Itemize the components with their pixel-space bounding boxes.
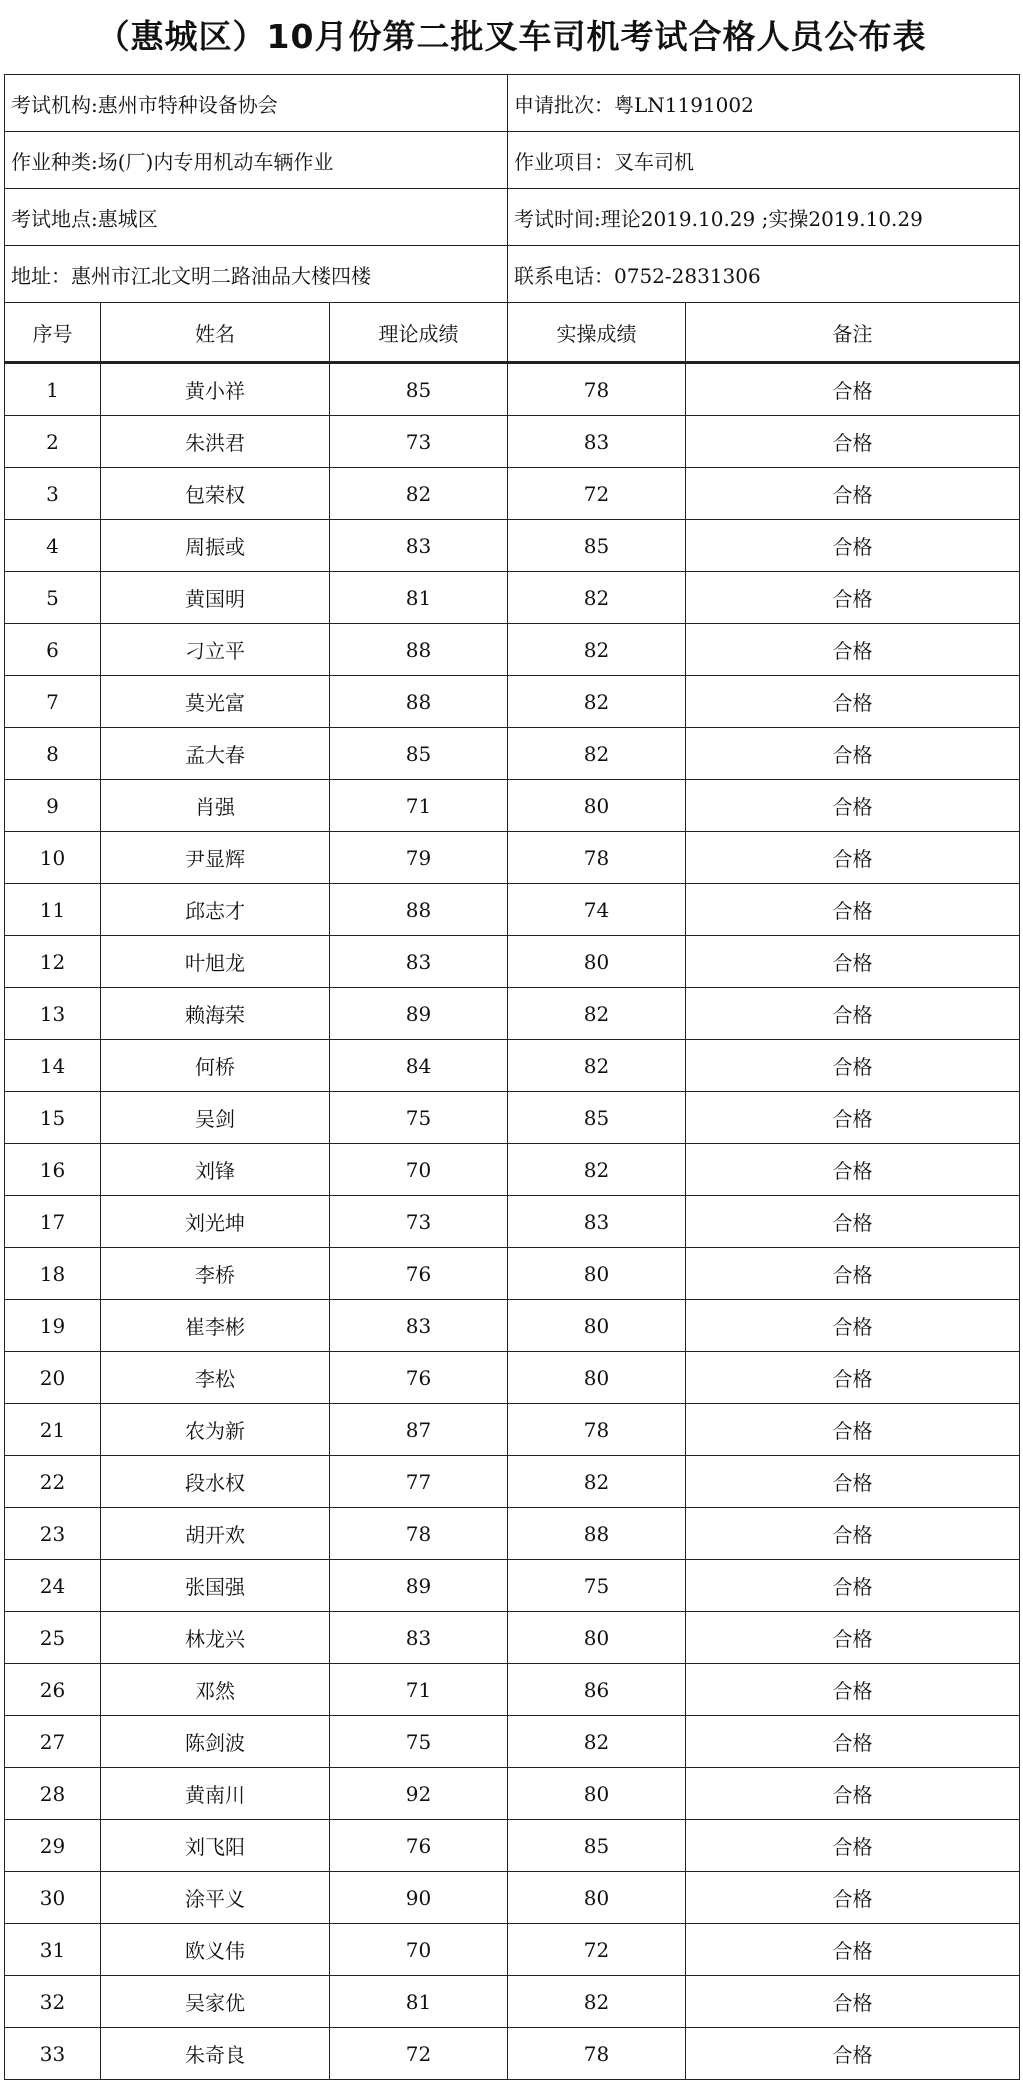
cell-theory-score: 89 xyxy=(330,1560,508,1612)
cell-theory-score: 79 xyxy=(330,832,508,884)
cell-name: 刘飞阳 xyxy=(101,1820,330,1872)
cell-name: 段水权 xyxy=(101,1456,330,1508)
cell-name: 黄小祥 xyxy=(101,363,330,416)
cell-name: 刘锋 xyxy=(101,1144,330,1196)
cell-remark: 合格 xyxy=(686,1352,1020,1404)
cell-theory-score: 78 xyxy=(330,1508,508,1560)
table-row xyxy=(5,520,1020,572)
batch-number: 申请批次：粤LN1191002 xyxy=(508,75,1020,132)
cell-index: 5 xyxy=(5,572,101,624)
cell-name: 刁立平 xyxy=(101,624,330,676)
exam-time: 考试时间:理论2019.10.29 ;实操2019.10.29 xyxy=(508,189,1020,246)
cell-theory-score: 77 xyxy=(330,1456,508,1508)
cell-name: 周振或 xyxy=(101,520,330,572)
cell-remark: 合格 xyxy=(686,884,1020,936)
cell-name: 李松 xyxy=(101,1352,330,1404)
cell-name: 肖强 xyxy=(101,780,330,832)
cell-theory-score: 90 xyxy=(330,1872,508,1924)
cell-practical-score: 72 xyxy=(508,1924,686,1976)
table-row xyxy=(5,363,1020,416)
cell-remark: 合格 xyxy=(686,832,1020,884)
cell-remark: 合格 xyxy=(686,1872,1020,1924)
cell-name: 尹显辉 xyxy=(101,832,330,884)
cell-index: 14 xyxy=(5,1040,101,1092)
cell-name: 朱洪君 xyxy=(101,416,330,468)
cell-remark: 合格 xyxy=(686,1716,1020,1768)
cell-remark: 合格 xyxy=(686,1404,1020,1456)
table-row xyxy=(5,1300,1020,1352)
cell-index: 22 xyxy=(5,1456,101,1508)
table-row xyxy=(5,1924,1020,1976)
table-row xyxy=(5,1716,1020,1768)
cell-name: 陈剑波 xyxy=(101,1716,330,1768)
cell-remark: 合格 xyxy=(686,728,1020,780)
cell-practical-score: 82 xyxy=(508,1040,686,1092)
cell-theory-score: 76 xyxy=(330,1352,508,1404)
cell-index: 26 xyxy=(5,1664,101,1716)
cell-practical-score: 82 xyxy=(508,728,686,780)
cell-index: 23 xyxy=(5,1508,101,1560)
cell-practical-score: 83 xyxy=(508,416,686,468)
cell-theory-score: 89 xyxy=(330,988,508,1040)
cell-theory-score: 71 xyxy=(330,780,508,832)
cell-theory-score: 82 xyxy=(330,468,508,520)
exam-place: 考试地点:惠城区 xyxy=(5,189,508,246)
cell-index: 12 xyxy=(5,936,101,988)
cell-name: 何桥 xyxy=(101,1040,330,1092)
cell-index: 17 xyxy=(5,1196,101,1248)
cell-name: 刘光坤 xyxy=(101,1196,330,1248)
cell-remark: 合格 xyxy=(686,780,1020,832)
cell-index: 15 xyxy=(5,1092,101,1144)
cell-practical-score: 85 xyxy=(508,1820,686,1872)
cell-name: 欧义伟 xyxy=(101,1924,330,1976)
cell-theory-score: 76 xyxy=(330,1820,508,1872)
cell-theory-score: 70 xyxy=(330,1924,508,1976)
cell-name: 邱志才 xyxy=(101,884,330,936)
cell-remark: 合格 xyxy=(686,1508,1020,1560)
cell-index: 25 xyxy=(5,1612,101,1664)
header-index: 序号 xyxy=(5,303,101,363)
table-header-row xyxy=(5,303,1020,363)
cell-index: 19 xyxy=(5,1300,101,1352)
table-row xyxy=(5,832,1020,884)
cell-practical-score: 82 xyxy=(508,1456,686,1508)
header-name: 姓名 xyxy=(101,303,330,363)
table-row xyxy=(5,780,1020,832)
cell-index: 27 xyxy=(5,1716,101,1768)
table-row xyxy=(5,1196,1020,1248)
cell-remark: 合格 xyxy=(686,1664,1020,1716)
cell-practical-score: 74 xyxy=(508,884,686,936)
table-row xyxy=(5,728,1020,780)
table-row xyxy=(5,1508,1020,1560)
cell-index: 8 xyxy=(5,728,101,780)
cell-remark: 合格 xyxy=(686,363,1020,416)
cell-remark: 合格 xyxy=(686,416,1020,468)
cell-remark: 合格 xyxy=(686,2028,1020,2080)
cell-practical-score: 83 xyxy=(508,1196,686,1248)
cell-theory-score: 81 xyxy=(330,1976,508,2028)
cell-index: 9 xyxy=(5,780,101,832)
cell-practical-score: 80 xyxy=(508,936,686,988)
cell-theory-score: 88 xyxy=(330,884,508,936)
cell-practical-score: 80 xyxy=(508,1248,686,1300)
cell-name: 吴家优 xyxy=(101,1976,330,2028)
cell-index: 32 xyxy=(5,1976,101,2028)
table-row xyxy=(5,1144,1020,1196)
cell-theory-score: 87 xyxy=(330,1404,508,1456)
cell-remark: 合格 xyxy=(686,1196,1020,1248)
cell-theory-score: 85 xyxy=(330,363,508,416)
cell-name: 涂平义 xyxy=(101,1872,330,1924)
cell-remark: 合格 xyxy=(686,1768,1020,1820)
table-row xyxy=(5,1352,1020,1404)
cell-practical-score: 85 xyxy=(508,520,686,572)
table-row xyxy=(5,1976,1020,2028)
cell-remark: 合格 xyxy=(686,1924,1020,1976)
cell-name: 林龙兴 xyxy=(101,1612,330,1664)
cell-practical-score: 82 xyxy=(508,988,686,1040)
cell-theory-score: 83 xyxy=(330,1612,508,1664)
cell-remark: 合格 xyxy=(686,1820,1020,1872)
table-row xyxy=(5,1560,1020,1612)
cell-practical-score: 75 xyxy=(508,1560,686,1612)
cell-index: 11 xyxy=(5,884,101,936)
table-row xyxy=(5,1820,1020,1872)
cell-theory-score: 75 xyxy=(330,1716,508,1768)
cell-index: 31 xyxy=(5,1924,101,1976)
cell-theory-score: 76 xyxy=(330,1248,508,1300)
cell-index: 29 xyxy=(5,1820,101,1872)
results-table xyxy=(4,74,1020,2080)
cell-theory-score: 73 xyxy=(330,1196,508,1248)
cell-theory-score: 71 xyxy=(330,1664,508,1716)
cell-remark: 合格 xyxy=(686,1300,1020,1352)
table-row xyxy=(5,1768,1020,1820)
cell-index: 33 xyxy=(5,2028,101,2080)
cell-practical-score: 78 xyxy=(508,832,686,884)
cell-remark: 合格 xyxy=(686,988,1020,1040)
cell-practical-score: 88 xyxy=(508,1508,686,1560)
cell-name: 农为新 xyxy=(101,1404,330,1456)
table-row xyxy=(5,416,1020,468)
cell-practical-score: 82 xyxy=(508,1716,686,1768)
cell-theory-score: 88 xyxy=(330,624,508,676)
cell-index: 1 xyxy=(5,363,101,416)
cell-theory-score: 92 xyxy=(330,1768,508,1820)
cell-remark: 合格 xyxy=(686,572,1020,624)
cell-name: 赖海荣 xyxy=(101,988,330,1040)
cell-remark: 合格 xyxy=(686,624,1020,676)
table-row xyxy=(5,1404,1020,1456)
cell-practical-score: 86 xyxy=(508,1664,686,1716)
cell-name: 崔李彬 xyxy=(101,1300,330,1352)
cell-practical-score: 72 xyxy=(508,468,686,520)
cell-name: 莫光富 xyxy=(101,676,330,728)
cell-name: 黄南川 xyxy=(101,1768,330,1820)
cell-practical-score: 80 xyxy=(508,1612,686,1664)
cell-theory-score: 84 xyxy=(330,1040,508,1092)
header-remark: 备注 xyxy=(686,303,1020,363)
address: 地址：惠州市江北文明二路油品大楼四楼 xyxy=(5,246,508,303)
cell-practical-score: 82 xyxy=(508,624,686,676)
cell-theory-score: 72 xyxy=(330,2028,508,2080)
cell-remark: 合格 xyxy=(686,1560,1020,1612)
cell-practical-score: 80 xyxy=(508,1768,686,1820)
cell-index: 24 xyxy=(5,1560,101,1612)
cell-name: 张国强 xyxy=(101,1560,330,1612)
cell-name: 胡开欢 xyxy=(101,1508,330,1560)
cell-remark: 合格 xyxy=(686,1092,1020,1144)
table-row xyxy=(5,1092,1020,1144)
page-title: （惠城区）10月份第二批叉车司机考试合格人员公布表 xyxy=(96,17,927,56)
work-item: 作业项目：叉车司机 xyxy=(508,132,1020,189)
cell-practical-score: 80 xyxy=(508,1872,686,1924)
cell-remark: 合格 xyxy=(686,1248,1020,1300)
table-row xyxy=(5,1040,1020,1092)
cell-remark: 合格 xyxy=(686,1040,1020,1092)
table-row xyxy=(5,1612,1020,1664)
cell-name: 邓然 xyxy=(101,1664,330,1716)
cell-remark: 合格 xyxy=(686,1976,1020,2028)
cell-remark: 合格 xyxy=(686,1456,1020,1508)
cell-name: 李桥 xyxy=(101,1248,330,1300)
cell-index: 28 xyxy=(5,1768,101,1820)
cell-theory-score: 88 xyxy=(330,676,508,728)
cell-theory-score: 83 xyxy=(330,520,508,572)
work-type: 作业种类:场(厂)内专用机动车辆作业 xyxy=(5,132,508,189)
contact-phone: 联系电话：0752-2831306 xyxy=(508,246,1020,303)
cell-practical-score: 82 xyxy=(508,676,686,728)
cell-remark: 合格 xyxy=(686,468,1020,520)
cell-remark: 合格 xyxy=(686,936,1020,988)
cell-name: 朱奇良 xyxy=(101,2028,330,2080)
cell-index: 13 xyxy=(5,988,101,1040)
table-row xyxy=(5,936,1020,988)
cell-index: 18 xyxy=(5,1248,101,1300)
table-row xyxy=(5,1872,1020,1924)
table-row xyxy=(5,676,1020,728)
cell-name: 叶旭龙 xyxy=(101,936,330,988)
cell-practical-score: 82 xyxy=(508,1976,686,2028)
cell-remark: 合格 xyxy=(686,676,1020,728)
table-row xyxy=(5,1248,1020,1300)
table-row xyxy=(5,988,1020,1040)
cell-index: 10 xyxy=(5,832,101,884)
table-row xyxy=(5,1664,1020,1716)
table-row xyxy=(5,572,1020,624)
cell-practical-score: 78 xyxy=(508,2028,686,2080)
cell-index: 7 xyxy=(5,676,101,728)
table-row xyxy=(5,2028,1020,2080)
cell-theory-score: 75 xyxy=(330,1092,508,1144)
cell-practical-score: 80 xyxy=(508,1352,686,1404)
cell-index: 20 xyxy=(5,1352,101,1404)
header-theory-score: 理论成绩 xyxy=(330,303,508,363)
cell-theory-score: 81 xyxy=(330,572,508,624)
table-row xyxy=(5,468,1020,520)
cell-index: 3 xyxy=(5,468,101,520)
cell-theory-score: 85 xyxy=(330,728,508,780)
exam-org: 考试机构:惠州市特种设备协会 xyxy=(5,75,508,132)
cell-index: 30 xyxy=(5,1872,101,1924)
cell-theory-score: 73 xyxy=(330,416,508,468)
cell-index: 2 xyxy=(5,416,101,468)
info-row-4 xyxy=(5,246,1020,303)
cell-practical-score: 78 xyxy=(508,363,686,416)
cell-practical-score: 82 xyxy=(508,572,686,624)
table-row xyxy=(5,1456,1020,1508)
header-practical-score: 实操成绩 xyxy=(508,303,686,363)
cell-practical-score: 78 xyxy=(508,1404,686,1456)
cell-name: 吴剑 xyxy=(101,1092,330,1144)
cell-remark: 合格 xyxy=(686,520,1020,572)
cell-practical-score: 80 xyxy=(508,780,686,832)
cell-theory-score: 83 xyxy=(330,936,508,988)
cell-theory-score: 70 xyxy=(330,1144,508,1196)
info-row-1 xyxy=(5,75,1020,132)
cell-name: 孟大春 xyxy=(101,728,330,780)
cell-practical-score: 85 xyxy=(508,1092,686,1144)
cell-index: 6 xyxy=(5,624,101,676)
cell-practical-score: 82 xyxy=(508,1144,686,1196)
cell-theory-score: 83 xyxy=(330,1300,508,1352)
cell-remark: 合格 xyxy=(686,1612,1020,1664)
info-row-3 xyxy=(5,189,1020,246)
cell-name: 黄国明 xyxy=(101,572,330,624)
info-row-2 xyxy=(5,132,1020,189)
cell-index: 16 xyxy=(5,1144,101,1196)
cell-practical-score: 80 xyxy=(508,1300,686,1352)
cell-remark: 合格 xyxy=(686,1144,1020,1196)
cell-index: 21 xyxy=(5,1404,101,1456)
cell-index: 4 xyxy=(5,520,101,572)
table-row xyxy=(5,624,1020,676)
cell-name: 包荣权 xyxy=(101,468,330,520)
table-row xyxy=(5,884,1020,936)
